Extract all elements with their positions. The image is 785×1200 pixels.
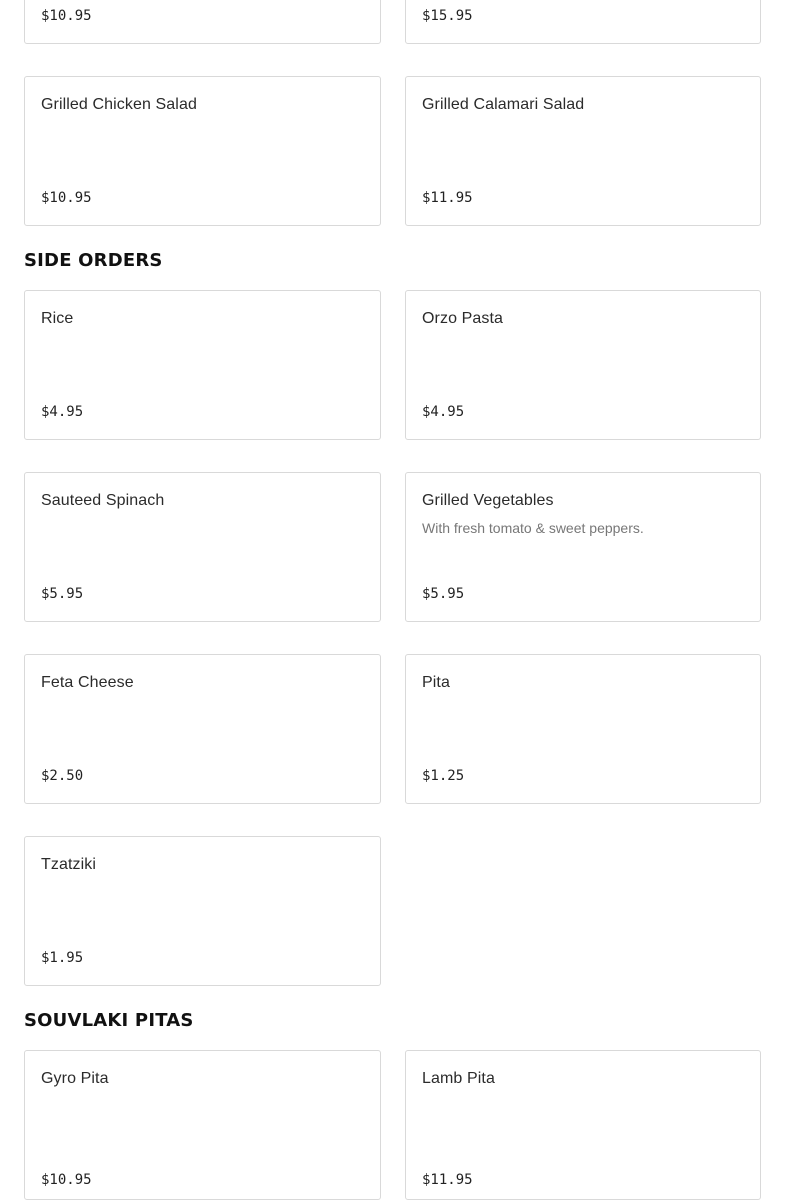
menu-item-price: $10.95 xyxy=(41,8,92,24)
menu-item-card[interactable] xyxy=(24,654,381,804)
menu-item-card[interactable] xyxy=(405,654,761,804)
menu-item-name: Grilled Chicken Salad xyxy=(41,96,197,113)
menu-item-name: Sauteed Spinach xyxy=(41,492,165,509)
menu-item-card[interactable] xyxy=(405,76,761,226)
menu-item-price: $11.95 xyxy=(422,1172,473,1188)
menu-item-name: Rice xyxy=(41,310,74,327)
menu-item-description: With fresh tomato & sweet peppers. xyxy=(422,520,644,536)
menu-item-price: $10.95 xyxy=(41,190,92,206)
menu-item-name: Pita xyxy=(422,674,450,691)
menu-item-name: Orzo Pasta xyxy=(422,310,504,327)
menu-item-card[interactable] xyxy=(24,76,381,226)
menu-item-price: $11.95 xyxy=(422,190,473,206)
menu-item-price: $4.95 xyxy=(422,404,465,420)
section-title-souvlaki-pitas: SOUVLAKI PITAS xyxy=(24,1010,194,1031)
menu-item-price: $10.95 xyxy=(41,1172,92,1188)
menu-item-price: $1.95 xyxy=(41,950,84,966)
menu-item-name: Tzatziki xyxy=(41,856,97,873)
menu-item-name: Feta Cheese xyxy=(41,674,134,691)
menu-item-card[interactable] xyxy=(405,1050,761,1200)
menu-item-name: Grilled Vegetables xyxy=(422,492,554,509)
menu-item-card[interactable] xyxy=(24,1050,381,1200)
menu-item-name: Lamb Pita xyxy=(422,1070,495,1087)
menu-item-price: $4.95 xyxy=(41,404,84,420)
menu-item-card[interactable] xyxy=(24,472,381,622)
menu-item-price: $15.95 xyxy=(422,8,473,24)
menu-item-name: Grilled Calamari Salad xyxy=(422,96,585,113)
menu-item-card[interactable] xyxy=(24,290,381,440)
menu-item-price: $1.25 xyxy=(422,768,465,784)
menu-item-price: $5.95 xyxy=(422,586,465,602)
menu-item-name: Gyro Pita xyxy=(41,1070,109,1087)
menu-item-card[interactable] xyxy=(24,836,381,986)
menu-item-price: $2.50 xyxy=(41,768,84,784)
menu-item-card[interactable] xyxy=(405,0,761,44)
menu-item-card[interactable] xyxy=(405,290,761,440)
menu-item-price: $5.95 xyxy=(41,586,84,602)
section-title-side-orders: SIDE ORDERS xyxy=(24,250,163,271)
menu-item-card[interactable] xyxy=(405,472,761,622)
menu-item-card[interactable] xyxy=(24,0,381,44)
